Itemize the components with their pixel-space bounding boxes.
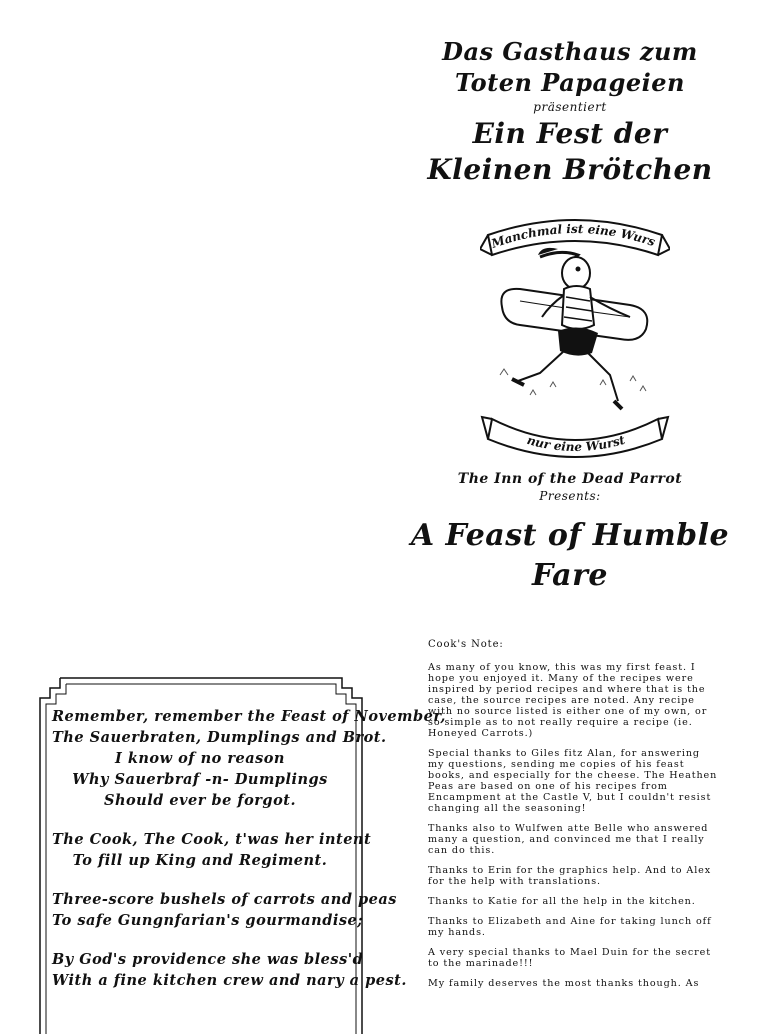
title-line-4: Ein Fest der [472, 117, 668, 150]
title-line-2: Toten Papageien [455, 68, 685, 97]
title-line-1: Das Gasthaus zum [442, 37, 698, 66]
poem-line: Should ever be forgot. [103, 792, 296, 809]
note-paragraph: As many of you know, this was my first feast. I hope you enjoyed it. Many of the recipes were inspired by period recipes and where that is the case, the source recipes are noted. Any recipe with no source listed is either one of my own, or so simple as to not really require a recipe (ie. Honeyed Carrots.) [428, 662, 708, 739]
note-paragraph: A very special thanks to Mael Duin for the secret to the marinade!!! [428, 947, 711, 969]
poem-line: To fill up King and Regiment. [72, 852, 328, 869]
cooks-note [428, 639, 718, 998]
poem [52, 706, 446, 991]
note-paragraph: Thanks to Elizabeth and Aine for taking lunch off my hands. [428, 916, 712, 938]
poem-line: The Cook, The Cook, t'was her intent [52, 831, 372, 848]
inn-name: The Inn of the Dead Parrot [457, 471, 683, 487]
banner-top-text: Manchmal ist eine Wurs [489, 221, 657, 251]
note-paragraph: My family deserves the most thanks though. As [428, 978, 700, 989]
poem-line: With a fine kitchen crew and nary a pest. [52, 972, 407, 989]
note-paragraph: Thanks also to Wulfwen atte Belle who answered many a question, and convinced me that I really can do this. [428, 823, 709, 856]
poem-line: I know of no reason [115, 750, 285, 767]
feast-title: A Feast of Humble Fare [410, 518, 730, 593]
poem-line: Why Sauerbraf -n- Dumplings [72, 771, 328, 788]
banner-bottom-text: nur eine Wurst [525, 432, 627, 455]
poem-line: By God's providence she was bless'd [52, 951, 364, 968]
poem-line: The Sauerbraten, Dumplings and Brot. [52, 729, 387, 746]
note-paragraph: Thanks to Erin for the graphics help. And to Alex for the help with translations. [428, 865, 712, 887]
note-paragraph: Thanks to Katie for all the help in the kitchen. [428, 896, 696, 907]
parrot-sausage-emblem [480, 205, 670, 470]
poem-line: Remember, remember the Feast of November, [52, 708, 446, 725]
presents-label: Presents: [539, 489, 601, 503]
title-line-5: Kleinen Brötchen [427, 153, 713, 186]
top-banner [480, 205, 670, 255]
cooks-note-heading: Cook's Note: [428, 639, 504, 650]
title-block [420, 36, 720, 188]
poem-line: Three-score bushels of carrots and peas [52, 891, 397, 908]
poem-line: To safe Gungnfarian's gourmandise; [52, 912, 364, 929]
note-paragraph: Special thanks to Giles fitz Alan, for answering my questions, sending me copies of his feast books, and especially for the cheese. The Heathen Peas are based on one of his recipes from Encampment at the Castle V, but I couldn't resist changing all the seasoning! [428, 748, 718, 814]
title-presents-german: präsentiert [533, 100, 607, 114]
bottom-banner [482, 417, 668, 457]
